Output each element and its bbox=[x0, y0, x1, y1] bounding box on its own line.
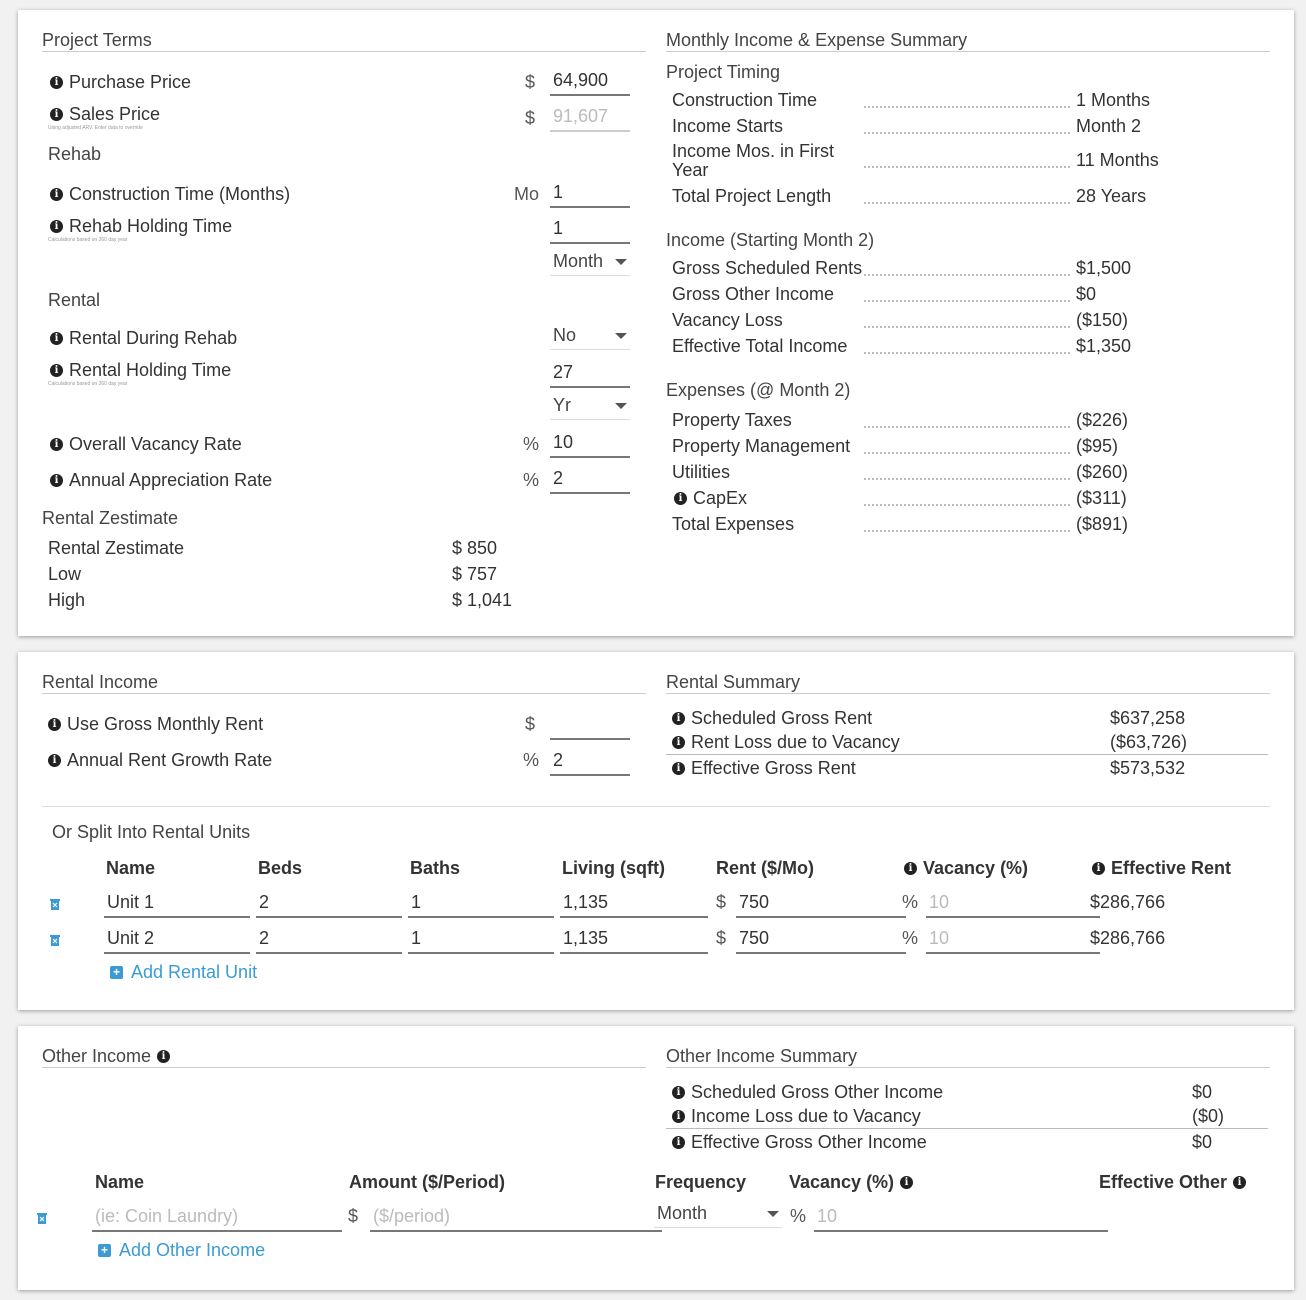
info-icon[interactable]: i bbox=[48, 718, 61, 731]
caret-down-icon bbox=[615, 403, 627, 409]
expense-label: Utilities bbox=[672, 462, 731, 482]
vacancy-unit: % bbox=[790, 1206, 807, 1226]
rent-unit: $ bbox=[716, 928, 727, 948]
info-icon[interactable]: i bbox=[157, 1050, 170, 1063]
zestimate-high-label: High bbox=[48, 590, 86, 610]
unit-effective-rent: $286,766 bbox=[1090, 928, 1166, 948]
col-effective-rent: i Effective Rent bbox=[1086, 858, 1231, 879]
info-icon[interactable]: i bbox=[50, 76, 63, 89]
plus-icon: + bbox=[110, 966, 123, 979]
expense-value: ($311) bbox=[1076, 488, 1127, 508]
construction-time-unit: Mo bbox=[514, 184, 540, 204]
effective-gross-rent-value: $573,532 bbox=[1110, 758, 1186, 778]
income-label: Effective Total Income bbox=[672, 336, 848, 356]
rehab-holding-input[interactable] bbox=[550, 214, 630, 244]
dotted-leader bbox=[864, 452, 1070, 454]
monthly-summary-header: Monthly Income & Expense Summary bbox=[666, 30, 1270, 52]
rental-summary-header: Rental Summary bbox=[666, 672, 1270, 694]
project-terms-header: Project Terms bbox=[42, 30, 646, 52]
col-other-amount: Amount ($/Period) bbox=[349, 1172, 505, 1192]
unit-sqft-input[interactable] bbox=[560, 888, 708, 918]
col-other-effective: Effective Other i bbox=[1099, 1172, 1252, 1193]
expense-label: Property Management bbox=[672, 436, 851, 456]
dotted-leader bbox=[864, 352, 1070, 354]
amount-unit: $ bbox=[348, 1206, 359, 1226]
rental-income-card bbox=[18, 652, 1294, 1010]
appreciation-rate-label: i Annual Appreciation Rate bbox=[50, 470, 272, 491]
timing-value: 1 Months bbox=[1076, 90, 1151, 110]
dotted-leader bbox=[864, 300, 1070, 302]
other-amount-input[interactable] bbox=[370, 1202, 662, 1232]
rental-holding-input[interactable] bbox=[550, 358, 630, 388]
other-income-header: Other Income i bbox=[42, 1046, 646, 1068]
rent-unit: $ bbox=[716, 892, 727, 912]
capex-label: i CapEx bbox=[674, 488, 747, 509]
timing-label: Income Mos. in First Year bbox=[672, 141, 835, 180]
timing-value: 11 Months bbox=[1076, 150, 1159, 170]
other-summary-header: Other Income Summary bbox=[666, 1046, 1270, 1068]
expense-value: ($260) bbox=[1076, 462, 1129, 482]
expense-value: ($891) bbox=[1076, 514, 1129, 534]
unit-effective-rent: $286,766 bbox=[1090, 892, 1166, 912]
scheduled-other-income-value: $0 bbox=[1192, 1082, 1213, 1102]
dotted-leader bbox=[864, 426, 1070, 428]
unit-beds-input[interactable] bbox=[256, 924, 402, 954]
project-timing-heading: Project Timing bbox=[666, 62, 781, 82]
trash-icon[interactable] bbox=[37, 1212, 47, 1224]
col-baths: Baths bbox=[410, 858, 461, 878]
growth-rate-label: i Annual Rent Growth Rate bbox=[48, 750, 272, 771]
rental-during-rehab-label: i Rental During Rehab bbox=[50, 328, 237, 349]
col-name: Name bbox=[106, 858, 156, 878]
effective-gross-rent-label: i Effective Gross Rent bbox=[672, 758, 856, 779]
dotted-leader bbox=[864, 106, 1070, 108]
info-icon[interactable]: i bbox=[1233, 1176, 1246, 1189]
col-living-sqft: Living (sqft) bbox=[562, 858, 665, 878]
rent-loss-value: ($63,726) bbox=[1110, 732, 1188, 752]
summary-divider bbox=[666, 754, 1268, 755]
timing-value: Month 2 bbox=[1076, 116, 1142, 136]
summary-divider bbox=[666, 1128, 1268, 1129]
timing-value: 28 Years bbox=[1076, 186, 1147, 206]
scheduled-gross-rent-value: $637,258 bbox=[1110, 708, 1186, 728]
other-income-loss-value: ($0) bbox=[1192, 1106, 1225, 1126]
info-icon[interactable]: i bbox=[672, 712, 685, 725]
col-beds: Beds bbox=[258, 858, 303, 878]
zestimate-low-label: Low bbox=[48, 564, 82, 584]
plus-icon: + bbox=[98, 1244, 111, 1257]
info-icon[interactable]: i bbox=[50, 188, 63, 201]
expense-label: Total Expenses bbox=[672, 514, 795, 534]
zestimate-heading: Rental Zestimate bbox=[42, 508, 179, 528]
sales-price-label: i Sales Price bbox=[50, 104, 160, 125]
timing-label: Construction Time bbox=[672, 90, 818, 110]
project-terms-card bbox=[18, 10, 1294, 636]
info-icon[interactable]: i bbox=[672, 1110, 685, 1123]
rental-during-rehab-select[interactable]: No bbox=[550, 322, 630, 350]
trash-icon[interactable] bbox=[50, 898, 60, 910]
info-icon[interactable]: i bbox=[900, 1176, 913, 1189]
info-icon[interactable]: i bbox=[1092, 862, 1105, 875]
rental-holding-note: Calculations based on 360 day year bbox=[48, 381, 128, 387]
info-icon[interactable]: i bbox=[50, 438, 63, 451]
unit-baths-input[interactable] bbox=[408, 924, 554, 954]
add-other-income-button[interactable]: + Add Other Income bbox=[98, 1240, 265, 1261]
caret-down-icon bbox=[615, 259, 627, 265]
purchase-price-label: i Purchase Price bbox=[50, 72, 191, 93]
dotted-leader bbox=[864, 274, 1070, 276]
unit-sqft-input[interactable] bbox=[560, 924, 708, 954]
info-icon[interactable]: i bbox=[674, 492, 687, 505]
add-rental-unit-button[interactable]: + Add Rental Unit bbox=[110, 962, 257, 983]
rental-income-header: Rental Income bbox=[42, 672, 646, 694]
vacancy-rate-unit: % bbox=[523, 434, 540, 454]
dotted-leader bbox=[864, 530, 1070, 532]
other-vacancy-input[interactable] bbox=[814, 1202, 1108, 1232]
growth-rate-unit: % bbox=[523, 750, 540, 770]
purchase-price-unit: $ bbox=[525, 72, 536, 92]
dotted-leader bbox=[864, 166, 1070, 168]
dotted-leader bbox=[864, 326, 1070, 328]
info-icon[interactable]: i bbox=[50, 474, 63, 487]
unit-beds-input[interactable] bbox=[256, 888, 402, 918]
sales-price-input[interactable] bbox=[550, 102, 630, 132]
info-icon[interactable]: i bbox=[904, 862, 917, 875]
unit-rent-input[interactable] bbox=[736, 924, 906, 954]
vacancy-unit: % bbox=[902, 928, 919, 948]
unit-name-input[interactable] bbox=[104, 888, 250, 918]
construction-time-input[interactable] bbox=[550, 178, 630, 208]
unit-rent-input[interactable] bbox=[736, 888, 906, 918]
zestimate-high-value: $ 1,041 bbox=[452, 590, 513, 610]
purchase-price-input[interactable] bbox=[550, 66, 630, 96]
income-value: $0 bbox=[1076, 284, 1097, 304]
info-icon[interactable]: i bbox=[672, 1086, 685, 1099]
unit-vacancy-input[interactable] bbox=[926, 888, 1100, 918]
expense-label: Property Taxes bbox=[672, 410, 792, 430]
split-units-heading: Or Split Into Rental Units bbox=[52, 822, 251, 842]
trash-icon[interactable] bbox=[50, 934, 60, 946]
rental-holding-period-select[interactable]: Yr bbox=[550, 392, 630, 420]
expenses-heading: Expenses (@ Month 2) bbox=[666, 380, 851, 400]
rehab-heading: Rehab bbox=[48, 144, 102, 164]
vacancy-rate-input[interactable] bbox=[550, 428, 630, 458]
rental-heading: Rental bbox=[48, 290, 101, 310]
caret-down-icon bbox=[615, 333, 627, 339]
gross-rent-unit: $ bbox=[525, 714, 536, 734]
info-icon[interactable]: i bbox=[48, 754, 61, 767]
expense-value: ($226) bbox=[1076, 410, 1129, 430]
unit-baths-input[interactable] bbox=[408, 888, 554, 918]
zestimate-value: $ 850 bbox=[452, 538, 498, 558]
sales-price-unit: $ bbox=[525, 108, 536, 128]
appreciation-rate-unit: % bbox=[523, 470, 540, 490]
income-label: Vacancy Loss bbox=[672, 310, 783, 330]
other-income-card bbox=[18, 1026, 1294, 1290]
unit-name-input[interactable] bbox=[104, 924, 250, 954]
income-label: Gross Other Income bbox=[672, 284, 835, 304]
other-income-loss-label: i Income Loss due to Vacancy bbox=[672, 1106, 921, 1127]
income-label: Gross Scheduled Rents bbox=[672, 258, 863, 278]
rehab-holding-period-select[interactable]: Month bbox=[550, 248, 630, 276]
income-value: ($150) bbox=[1076, 310, 1129, 330]
col-other-frequency: Frequency bbox=[655, 1172, 747, 1192]
rehab-holding-note: Calculations based on 360 day year bbox=[48, 237, 128, 243]
dotted-leader bbox=[864, 478, 1070, 480]
rental-holding-label: i Rental Holding Time bbox=[50, 360, 231, 381]
info-icon[interactable]: i bbox=[672, 736, 685, 749]
vacancy-rate-label: i Overall Vacancy Rate bbox=[50, 434, 242, 455]
vacancy-unit: % bbox=[902, 892, 919, 912]
section-divider bbox=[42, 806, 1270, 807]
col-other-vacancy: Vacancy (%) i bbox=[789, 1172, 919, 1193]
income-heading: Income (Starting Month 2) bbox=[666, 230, 875, 250]
expense-value: ($95) bbox=[1076, 436, 1119, 456]
dotted-leader bbox=[864, 132, 1070, 134]
gross-rent-input[interactable] bbox=[550, 710, 630, 740]
info-icon[interactable]: i bbox=[50, 108, 63, 121]
info-icon[interactable]: i bbox=[50, 220, 63, 233]
info-icon[interactable]: i bbox=[50, 364, 63, 377]
dotted-leader bbox=[864, 504, 1070, 506]
col-vacancy: i Vacancy (%) bbox=[898, 858, 1028, 879]
zestimate-low-value: $ 757 bbox=[452, 564, 498, 584]
info-icon[interactable]: i bbox=[672, 762, 685, 775]
income-value: $1,500 bbox=[1076, 258, 1132, 278]
caret-down-icon bbox=[767, 1211, 779, 1217]
zestimate-label: Rental Zestimate bbox=[48, 538, 185, 558]
effective-other-income-value: $0 bbox=[1192, 1132, 1213, 1152]
construction-time-label: i Construction Time (Months) bbox=[50, 184, 290, 205]
rehab-holding-label: i Rehab Holding Time bbox=[50, 216, 232, 237]
dotted-leader bbox=[864, 202, 1070, 204]
timing-label: Total Project Length bbox=[672, 186, 832, 206]
col-rent: Rent ($/Mo) bbox=[716, 858, 814, 878]
appreciation-rate-input[interactable] bbox=[550, 464, 630, 494]
info-icon[interactable]: i bbox=[50, 332, 63, 345]
growth-rate-input[interactable] bbox=[550, 746, 630, 776]
other-name-input[interactable] bbox=[92, 1202, 342, 1232]
rent-loss-label: i Rent Loss due to Vacancy bbox=[672, 732, 900, 753]
unit-vacancy-input[interactable] bbox=[926, 924, 1100, 954]
effective-other-income-label: i Effective Gross Other Income bbox=[672, 1132, 927, 1153]
timing-label: Income Starts bbox=[672, 116, 784, 136]
other-frequency-select[interactable]: Month bbox=[654, 1200, 782, 1228]
income-value: $1,350 bbox=[1076, 336, 1132, 356]
col-other-name: Name bbox=[95, 1172, 145, 1192]
scheduled-gross-rent-label: i Scheduled Gross Rent bbox=[672, 708, 872, 729]
gross-rent-label: i Use Gross Monthly Rent bbox=[48, 714, 263, 735]
info-icon[interactable]: i bbox=[672, 1136, 685, 1149]
scheduled-other-income-label: i Scheduled Gross Other Income bbox=[672, 1082, 943, 1103]
sales-price-note: Using adjusted ARV. Enter data to override bbox=[48, 125, 143, 131]
